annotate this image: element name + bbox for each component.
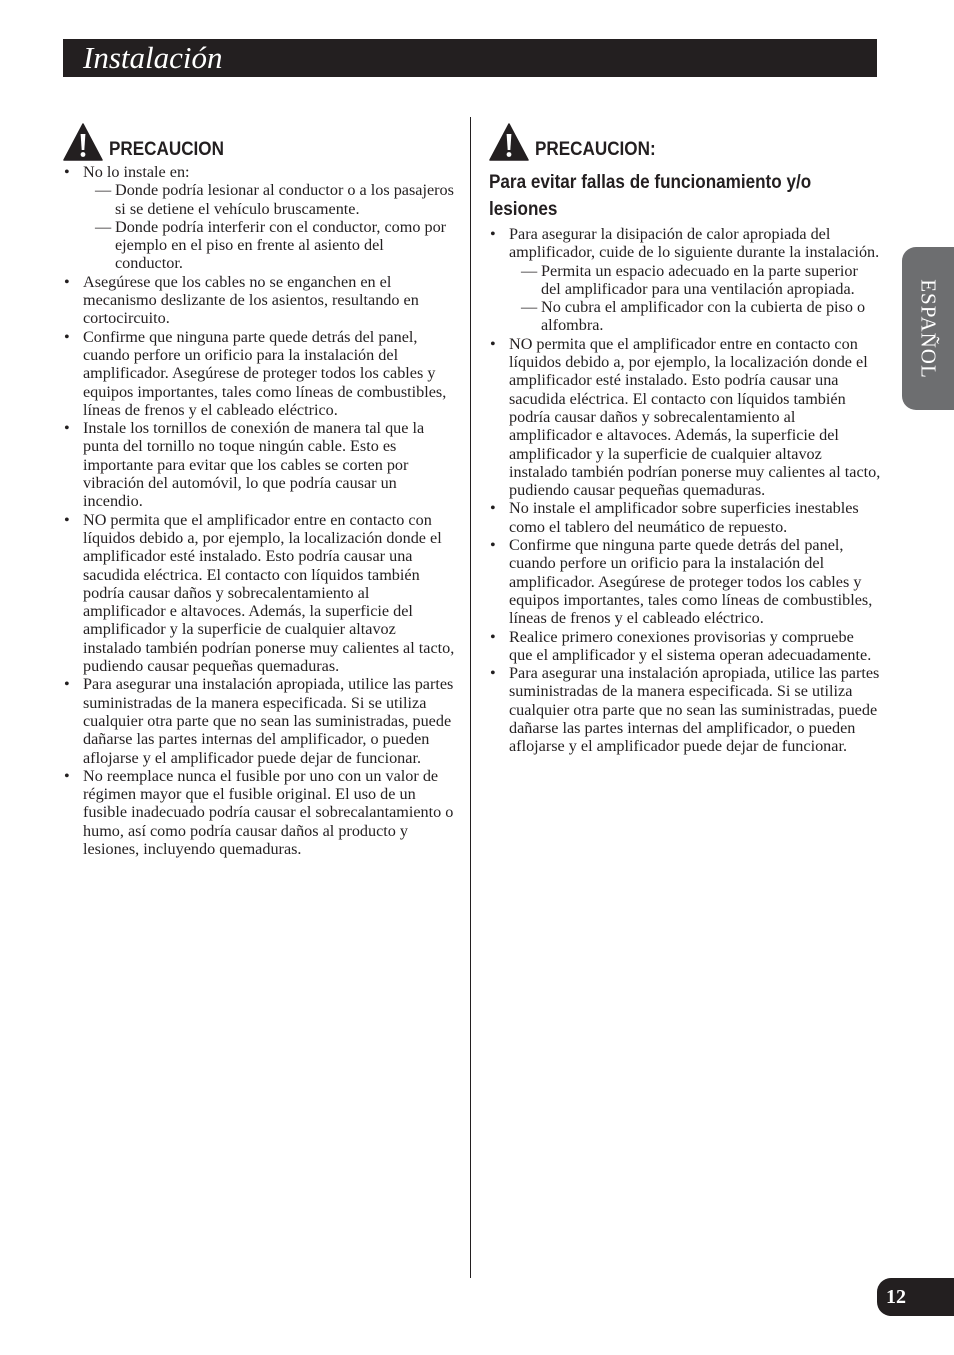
sub-list-item-text: No cubra el amplificador con la cubierta de piso o alfombra.: [541, 298, 866, 335]
list-item-text: Asegúrese que los cables no se enganchen en el mecanismo deslizante de los asientos, resultando en cortocircuito.: [83, 272, 419, 328]
left-column: [63, 117, 455, 858]
caution-heading: [489, 117, 881, 161]
sub-list: [83, 181, 455, 272]
caution-list: [63, 163, 455, 858]
dash-mark: —: [95, 217, 112, 236]
sub-list-item-text: Permita un espacio adecuado en la parte superior del amplificador para una ventilación apropiada.: [541, 261, 858, 298]
sub-list-item-text: Donde podría interferir con el conductor, como por ejemplo en el piso en frente al asiento del conductor.: [115, 217, 447, 273]
list-item: [63, 163, 455, 273]
right-column: [489, 117, 881, 756]
sub-list-item: [83, 181, 455, 218]
warning-icon: [63, 123, 103, 161]
list-item-text: Confirme que ninguna parte quede detrás del panel, cuando perfore un orificio para la instalación del amplificador. Asegúrese de proteger todos los cables y equipos importantes, tales como líneas de combustibles, líneas de frenos y el cableado eléctrico.: [509, 536, 873, 628]
page-title: Instalación: [83, 40, 223, 75]
list-item-text: No lo instale en:: [83, 163, 190, 181]
column-divider: [470, 117, 471, 1278]
list-item-text: Instale los tornillos de conexión de manera tal que la punta del tornillo no toque ningún cable. Esto es importante para evitar que los cables se corten por vibración del automóvil, lo que podría causar un incendio.: [83, 419, 425, 511]
warning-icon: [489, 123, 529, 161]
list-item: [489, 536, 881, 627]
list-item: [489, 225, 881, 335]
list-item: [489, 664, 881, 755]
list-item-text: Para asegurar una instalación apropiada, utilice las partes suministradas de la manera especificada. Si se utiliza cualquier otra parte que no sean las suministradas, puede dañarse las partes internas del amplificador, o pueden aflojarse y el amplificador puede dejar de funcionar.: [83, 675, 454, 767]
list-item-text: Confirme que ninguna parte quede detrás del panel, cuando perfore un orificio para la instalación del amplificador. Asegúrese de proteger todos los cables y equipos importantes, tales como líneas de combustibles, líneas de frenos y el cableado eléctrico.: [83, 327, 447, 419]
list-item: [63, 419, 455, 510]
caution-title: PRECAUCION:: [535, 139, 656, 160]
sub-list-item: [83, 218, 455, 273]
section-subheading: Para evitar fallas de funcionamiento y/o lesiones: [489, 172, 812, 220]
sub-list-item-text: Donde podría lesionar al conductor o a los pasajeros si se detiene el vehículo bruscamente.: [115, 181, 454, 218]
list-item: [489, 628, 881, 665]
list-item-text: Realice primero conexiones provisorias y compruebe que el amplificador y el sistema operan adecuadamente.: [509, 627, 872, 664]
page-number-tab: [877, 1278, 954, 1316]
list-item: [63, 675, 455, 766]
list-item-text: NO permita que el amplificador entre en contacto con líquidos debido a, por ejemplo, la localización donde el amplificador esté instalado. Esto podría causar una sacudida eléctrica. El contacto con líquidos también podría causar daños y sobrecalentamiento al amplificador e altavoces. Además, la superficie del amplificador y la superficie de cualquier altavoz instalado también podrían ponerse muy calientes al tacto, pudiendo causar pequeñas quemaduras.: [509, 334, 881, 500]
caution-list: [489, 225, 881, 756]
sub-list-item: [509, 298, 881, 335]
language-tab: [902, 247, 954, 410]
language-tab-label: ESPAÑOL: [916, 278, 941, 379]
caution-heading: [63, 117, 455, 161]
list-item: [63, 328, 455, 419]
header-bar: [63, 39, 877, 77]
page-number: 12: [886, 1286, 906, 1308]
list-item-text: No instale el amplificador sobre superficies inestables como el tablero del neumático de repuesto.: [509, 499, 859, 536]
list-item-text: NO permita que el amplificador entre en contacto con líquidos debido a, por ejemplo, la localización donde el amplificador esté instalado. Esto podría causar una sacudida eléctrica. El contacto con líquidos también podría causar daños y sobrecalentamiento al amplificador e altavoces. Además, la superficie del amplificador y la superficie de cualquier altavoz instalado también podrían ponerse muy calientes al tacto, pudiendo causar pequeñas quemaduras.: [83, 510, 455, 676]
list-item: [63, 511, 455, 676]
sub-list: [509, 262, 881, 335]
dash-mark: —: [521, 298, 538, 317]
dash-mark: —: [521, 261, 538, 280]
sub-list-item: [509, 262, 881, 299]
list-item: [63, 767, 455, 858]
list-item-text: Para asegurar una instalación apropiada, utilice las partes suministradas de la manera especificada. Si se utiliza cualquier otra parte que no sean las suministradas, puede dañarse las partes internas del amplificador, o pueden aflojarse y el amplificador puede dejar de funcionar.: [509, 664, 880, 756]
dash-mark: —: [95, 181, 112, 200]
list-item-text: No reemplace nunca el fusible por uno con un valor de régimen mayor que el fusible original. El uso de un fusible inadecuado podría causar el sobrecalantamiento o humo, así como podría causar daños al producto y lesiones, incluyendo quemaduras.: [83, 766, 454, 858]
list-item-text: Para asegurar la disipación de calor apropiada del amplificador, cuide de lo siguiente durante la instalación.: [509, 225, 880, 262]
list-item: [489, 335, 881, 500]
caution-title: PRECAUCION: [109, 139, 224, 160]
list-item: [489, 499, 881, 536]
list-item: [63, 273, 455, 328]
